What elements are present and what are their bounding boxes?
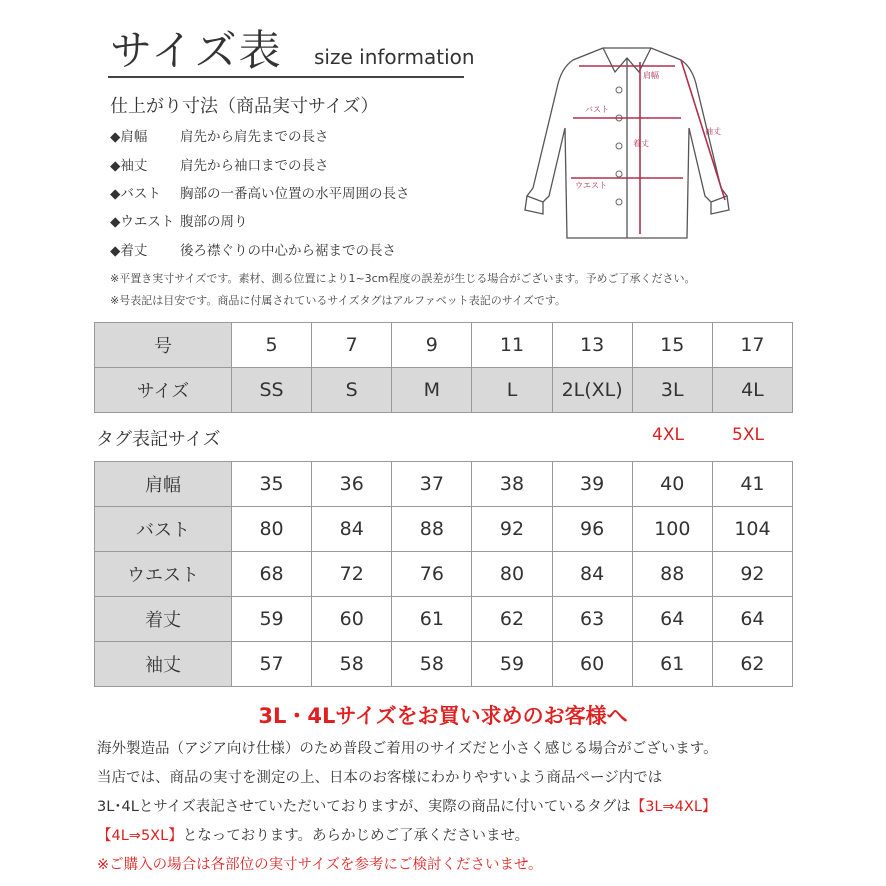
- definition-item: [110, 239, 396, 259]
- table-cell: 39: [552, 462, 632, 507]
- table-cell: 80: [232, 507, 312, 552]
- table-cell: 80: [472, 552, 552, 597]
- definition-term: ◆ウエスト: [110, 214, 175, 230]
- row-header: 肩幅: [95, 462, 232, 507]
- note-1: ※平置き実寸サイズです。素材、測る位置により1~3cm程度の誤差が生じる場合がございます。予めご了承ください。: [110, 272, 696, 285]
- table-cell: 100: [632, 507, 712, 552]
- table-cell: L: [472, 368, 552, 413]
- notice-title: 3L・4Lサイズをお買い求めのお客様へ: [258, 704, 628, 728]
- notice-line-1: 海外製造品（アジア向け仕様）のため普段ご着用のサイズだと小さく感じる場合がございます。: [97, 741, 718, 757]
- row-header: 着丈: [95, 597, 232, 642]
- definition-desc: 後ろ襟ぐりの中心から裾までの長さ: [180, 243, 396, 259]
- definition-desc: 胸部の一番高い位置の水平周囲の長さ: [180, 186, 410, 202]
- table-cell: 11: [472, 323, 552, 368]
- table-cell: 92: [712, 552, 792, 597]
- row-header: 袖丈: [95, 642, 232, 687]
- diagram-label-sleeve: 袖丈: [705, 127, 721, 136]
- notice-line-4: [97, 824, 529, 845]
- table-row: [95, 642, 793, 687]
- table-cell: 2L(XL): [552, 368, 632, 413]
- table-cell: M: [392, 368, 472, 413]
- table-cell: 96: [552, 507, 632, 552]
- row-header: サイズ: [95, 368, 232, 413]
- button-icon: [616, 199, 622, 205]
- definition-desc: 腹部の周り: [180, 214, 248, 230]
- table-cell: 64: [632, 597, 712, 642]
- table-cell: 62: [472, 597, 552, 642]
- row-header: バスト: [95, 507, 232, 552]
- table-row: [95, 462, 793, 507]
- table-cell: 62: [712, 642, 792, 687]
- table-row: [95, 323, 793, 368]
- row-header: ウエスト: [95, 552, 232, 597]
- definition-term: ◆バスト: [110, 186, 161, 202]
- table-cell: 64: [712, 597, 792, 642]
- table-cell: 88: [392, 507, 472, 552]
- table-cell: S: [312, 368, 392, 413]
- table-row: [95, 552, 793, 597]
- table-cell: 92: [472, 507, 552, 552]
- table-cell: 13: [552, 323, 632, 368]
- diagram-label-waist: ウエスト: [575, 181, 607, 190]
- table-cell: 36: [312, 462, 392, 507]
- table-cell: 37: [392, 462, 472, 507]
- table-cell: 38: [472, 462, 552, 507]
- table-cell: 57: [232, 642, 312, 687]
- table-cell: 72: [312, 552, 392, 597]
- table-row: [95, 597, 793, 642]
- button-icon: [616, 171, 622, 177]
- table-cell: 15: [632, 323, 712, 368]
- diagram-label-length: 着丈: [633, 139, 649, 148]
- notice-tag-3l: 【3L⇒4XL】: [630, 799, 717, 815]
- tag-size-label: タグ表記サイズ: [96, 429, 221, 450]
- table-cell: 76: [392, 552, 472, 597]
- definition-item: [110, 182, 410, 202]
- button-icon: [616, 143, 622, 149]
- definition-desc: 肩先から袖口までの長さ: [180, 158, 329, 174]
- table-cell: 7: [312, 323, 392, 368]
- row-header: 号: [95, 323, 232, 368]
- table-cell: 61: [392, 597, 472, 642]
- notice-text: となっております。あらかじめご了承くださいませ。: [182, 828, 530, 844]
- table-cell: 5: [232, 323, 312, 368]
- notice-text: 3L･4Lとサイズ表記させていただいておりますが、実際の商品に付いているタグは: [97, 799, 631, 815]
- table-cell: 88: [632, 552, 712, 597]
- table-cell: 60: [312, 597, 392, 642]
- table-cell: 40: [632, 462, 712, 507]
- note-2: ※号表記は目安です。商品に付属されているサイズタグはアルファベット表記のサイズです。: [110, 294, 567, 307]
- notice-line-2: 当店では、商品の実寸を測定の上、日本のお客様にわかりやすいよう商品ページ内では: [97, 770, 663, 786]
- table-cell: 3L: [632, 368, 712, 413]
- measurement-table: [94, 461, 793, 687]
- notice-line-5: ※ご購入の場合は各部位の実寸サイズを参考にご検討くださいませ。: [97, 857, 543, 873]
- table-cell: 68: [232, 552, 312, 597]
- table-cell: 84: [552, 552, 632, 597]
- table-cell: 60: [552, 642, 632, 687]
- diagram-label-bust: バスト: [585, 105, 609, 114]
- button-icon: [616, 87, 622, 93]
- table-cell: 61: [632, 642, 712, 687]
- definition-term: ◆肩幅: [110, 129, 148, 145]
- table-cell: 59: [472, 642, 552, 687]
- definition-term: ◆袖丈: [110, 158, 148, 174]
- table-cell: 9: [392, 323, 472, 368]
- page-title-en: size information: [314, 45, 475, 69]
- subtitle: 仕上がり寸法（商品実寸サイズ）: [110, 96, 379, 117]
- shirt-diagram: [515, 38, 745, 248]
- page-title: サイズ表: [110, 26, 283, 75]
- table-cell: SS: [232, 368, 312, 413]
- table-cell: 84: [312, 507, 392, 552]
- table-cell: 35: [232, 462, 312, 507]
- definition-item: [110, 125, 329, 145]
- table-cell: 58: [312, 642, 392, 687]
- definition-desc: 肩先から肩先までの長さ: [180, 129, 329, 145]
- table-cell: 4L: [712, 368, 792, 413]
- table-row: [95, 507, 793, 552]
- title-underline: [108, 76, 464, 78]
- notice-tag-4l: 【4L⇒5XL】: [97, 828, 183, 844]
- table-cell: 58: [392, 642, 472, 687]
- tag-size-5xl: 5XL: [732, 425, 764, 445]
- notice-line-3: [97, 795, 716, 816]
- definition-item: [110, 154, 329, 174]
- table-cell: 104: [712, 507, 792, 552]
- definition-item: [110, 210, 248, 230]
- table-cell: 41: [712, 462, 792, 507]
- table-row: [95, 368, 793, 413]
- tag-size-4xl: 4XL: [652, 425, 684, 445]
- table-cell: 59: [232, 597, 312, 642]
- table-cell: 17: [712, 323, 792, 368]
- size-table: [94, 322, 793, 413]
- table-cell: 63: [552, 597, 632, 642]
- diagram-label-shoulder: 肩幅: [643, 71, 659, 80]
- definition-term: ◆着丈: [110, 243, 148, 259]
